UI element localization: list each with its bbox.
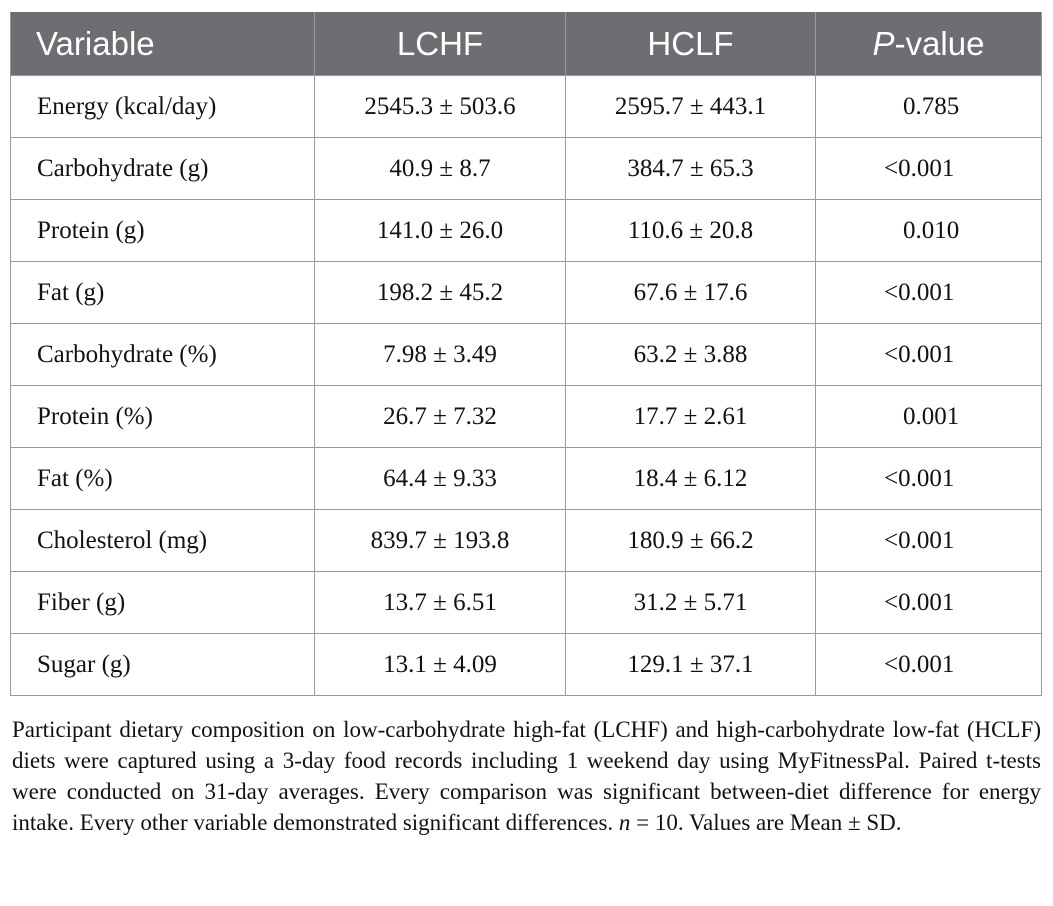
cell-variable: Carbohydrate (%) [11, 324, 315, 386]
cell-p-value: 0.001 [816, 386, 1042, 448]
cell-lchf: 26.7 ± 7.32 [315, 386, 566, 448]
cell-hclf: 17.7 ± 2.61 [566, 386, 816, 448]
header-p-value-italic: P [872, 25, 895, 62]
cell-variable: Protein (g) [11, 200, 315, 262]
cell-lchf: 2545.3 ± 503.6 [315, 76, 566, 138]
cell-lchf: 7.98 ± 3.49 [315, 324, 566, 386]
cell-p-value: <0.001 [816, 138, 1042, 200]
cell-lchf: 13.1 ± 4.09 [315, 634, 566, 696]
table-row [11, 324, 1042, 386]
caption-n-italic: n [618, 810, 631, 835]
cell-lchf: 40.9 ± 8.7 [315, 138, 566, 200]
table-body [11, 76, 1042, 696]
header-p-value [816, 13, 1042, 76]
table-header [11, 13, 1042, 76]
cell-lchf: 13.7 ± 6.51 [315, 572, 566, 634]
cell-hclf: 110.6 ± 20.8 [566, 200, 816, 262]
header-variable: Variable [11, 13, 315, 76]
header-p-value-rest: -value [894, 25, 985, 62]
table-row [11, 572, 1042, 634]
caption-text: Participant dietary composition on low-carbohydrate high-fat (LCHF) and high-carbohydrate low-fat (HCLF) diets were captured using a 3-day food records including 1 weekend day using MyFitnessPal. Paired t-tests were conducted on 31-day averages. Every comparison was significant between-diet difference for energy intake. Every other variable demonstrated significant differences. [12, 717, 1041, 835]
cell-p-value: <0.001 [816, 510, 1042, 572]
cell-hclf: 67.6 ± 17.6 [566, 262, 816, 324]
table-header-row [11, 13, 1042, 76]
cell-hclf: 384.7 ± 65.3 [566, 138, 816, 200]
table-row [11, 262, 1042, 324]
cell-variable: Carbohydrate (g) [11, 138, 315, 200]
cell-p-value: 0.785 [816, 76, 1042, 138]
table-row [11, 448, 1042, 510]
cell-lchf: 141.0 ± 26.0 [315, 200, 566, 262]
header-hclf: HCLF [566, 13, 816, 76]
cell-p-value: <0.001 [816, 324, 1042, 386]
table-row [11, 76, 1042, 138]
table-row [11, 510, 1042, 572]
caption-text-end: = 10. Values are Mean ± SD. [630, 810, 902, 835]
cell-variable: Protein (%) [11, 386, 315, 448]
cell-p-value: 0.010 [816, 200, 1042, 262]
cell-variable: Energy (kcal/day) [11, 76, 315, 138]
cell-hclf: 2595.7 ± 443.1 [566, 76, 816, 138]
dietary-composition-table [10, 12, 1042, 696]
cell-variable: Cholesterol (mg) [11, 510, 315, 572]
cell-variable: Fiber (g) [11, 572, 315, 634]
table-caption [12, 714, 1041, 838]
header-lchf: LCHF [315, 13, 566, 76]
cell-lchf: 839.7 ± 193.8 [315, 510, 566, 572]
dietary-composition-table-container [10, 12, 1041, 696]
cell-hclf: 63.2 ± 3.88 [566, 324, 816, 386]
cell-variable: Fat (g) [11, 262, 315, 324]
cell-p-value: <0.001 [816, 262, 1042, 324]
cell-variable: Sugar (g) [11, 634, 315, 696]
cell-lchf: 198.2 ± 45.2 [315, 262, 566, 324]
cell-p-value: <0.001 [816, 448, 1042, 510]
cell-variable: Fat (%) [11, 448, 315, 510]
table-row [11, 634, 1042, 696]
cell-p-value: <0.001 [816, 572, 1042, 634]
table-row [11, 386, 1042, 448]
cell-hclf: 180.9 ± 66.2 [566, 510, 816, 572]
cell-hclf: 129.1 ± 37.1 [566, 634, 816, 696]
table-row [11, 200, 1042, 262]
cell-hclf: 31.2 ± 5.71 [566, 572, 816, 634]
cell-hclf: 18.4 ± 6.12 [566, 448, 816, 510]
cell-lchf: 64.4 ± 9.33 [315, 448, 566, 510]
cell-p-value: <0.001 [816, 634, 1042, 696]
table-row [11, 138, 1042, 200]
